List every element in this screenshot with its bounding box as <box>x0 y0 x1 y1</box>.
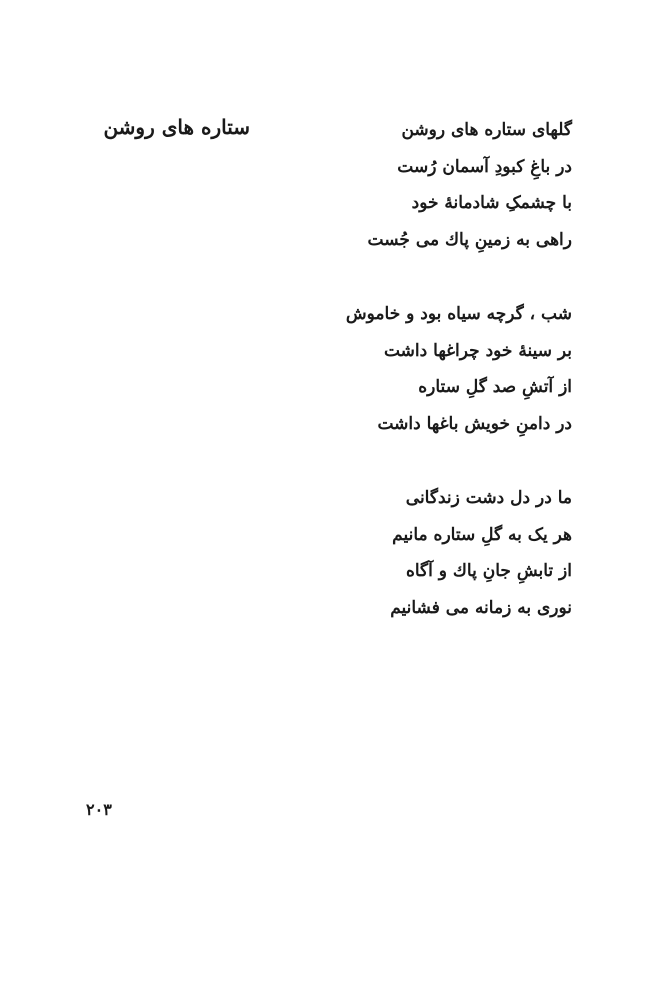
stanza-2 <box>272 296 572 442</box>
poem-line: شب ، گرچه سیاه بود و خاموش <box>345 304 572 324</box>
poem-line: از آتشِ صد گلِ ستاره <box>418 377 572 397</box>
poem-body <box>272 112 572 664</box>
poem-line: با چشمکِ شادمانهٔ خود <box>411 193 572 213</box>
poem-line: گلهای ستاره های روشن <box>401 120 572 140</box>
poem-line: نوری به زمانه می فشانیم <box>390 597 572 618</box>
poem-line: در باغِ کبودِ آسمان رُست <box>397 156 572 177</box>
poem-line: هر یک به گلِ ستاره مانیم <box>392 524 572 545</box>
stanza-1 <box>272 112 572 258</box>
stanza-3 <box>272 480 572 626</box>
poem-line: ما در دل دشت زندگانی <box>405 488 572 508</box>
poem-line: در دامنِ خویش باغها داشت <box>377 413 572 434</box>
page-number: ۲۰۳ <box>86 800 112 819</box>
poem-line: راهی به زمینِ پاك می جُست <box>367 229 572 250</box>
poem-line: از تابشِ جانِ پاك و آگاه <box>405 561 572 581</box>
poem-title: ستاره های روشن <box>103 115 250 139</box>
poem-line: بر سینهٔ خود چراغها داشت <box>383 340 572 361</box>
